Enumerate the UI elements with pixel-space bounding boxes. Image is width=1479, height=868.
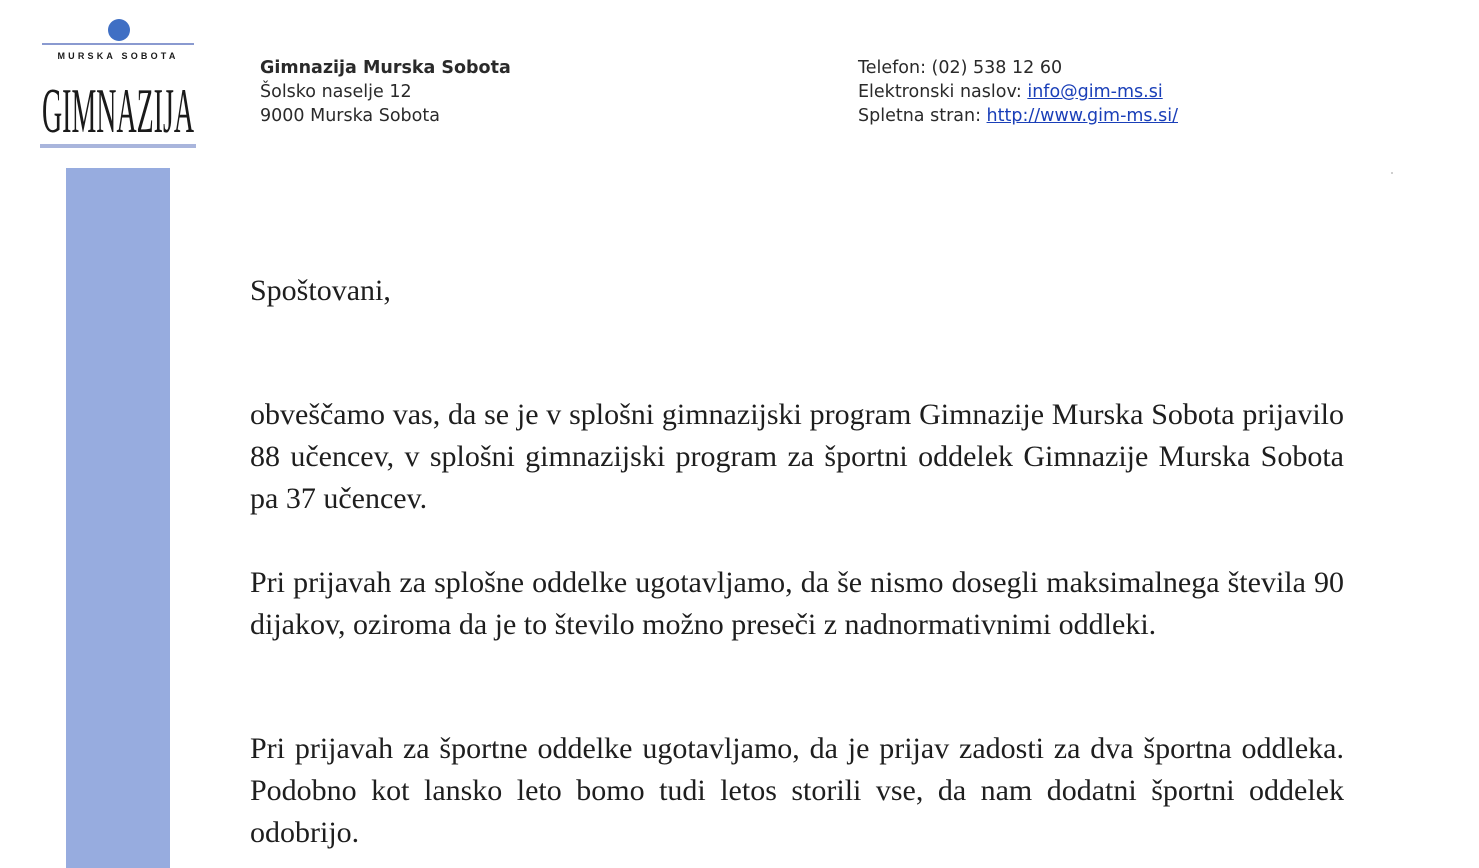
web-label: Spletna stran: — [858, 106, 987, 126]
scan-speck — [1391, 172, 1393, 174]
email-line — [858, 80, 1178, 104]
phone-label: Telefon: — [858, 58, 932, 78]
contact-block — [858, 56, 1178, 128]
phone-line — [858, 56, 1178, 80]
email-link[interactable]: info@gim-ms.si — [1027, 82, 1163, 102]
school-address-block — [260, 56, 511, 128]
phone-value: (02) 538 12 60 — [931, 58, 1063, 78]
school-city: 9000 Murska Sobota — [260, 106, 440, 126]
letter-greeting: Spoštovani, — [250, 274, 391, 307]
logo-ball-icon — [108, 19, 130, 41]
letter-paragraph-3: Pri prijavah za športne oddelke ugotavljamo, da je prijav zadosti za dva športna oddleka. Podobno kot lansko leto bomo tudi letos storili vse, da nam dodatni športni oddelek odobrijo. — [250, 732, 1344, 849]
decorative-sidebar — [66, 168, 170, 868]
web-line — [858, 104, 1178, 128]
school-name: Gimnazija Murska Sobota — [260, 58, 511, 78]
letter-paragraph-1: obveščamo vas, da se je v splošni gimnazijski program Gimnazije Murska Sobota prijavilo 88 učencev, v splošni gimnazijski program za športni oddelek Gimnazije Murska Sobota pa 37 učencev. — [250, 398, 1344, 515]
email-label: Elektronski naslov: — [858, 82, 1028, 102]
school-logo — [36, 14, 200, 154]
letter-paragraph-2: Pri prijavah za splošne oddelke ugotavljamo, da še nismo dosegli maksimalnega števila 90 dijakov, oziroma da je to število možno preseči z nadnormativnimi oddleki. — [250, 566, 1344, 641]
logo-main-text: GIMNAZIJA — [42, 75, 194, 146]
school-street: Šolsko naselje 12 — [260, 82, 412, 102]
web-link[interactable]: http://www.gim-ms.si/ — [986, 106, 1178, 126]
logo-top-text: MURSKA SOBOTA — [57, 51, 179, 61]
